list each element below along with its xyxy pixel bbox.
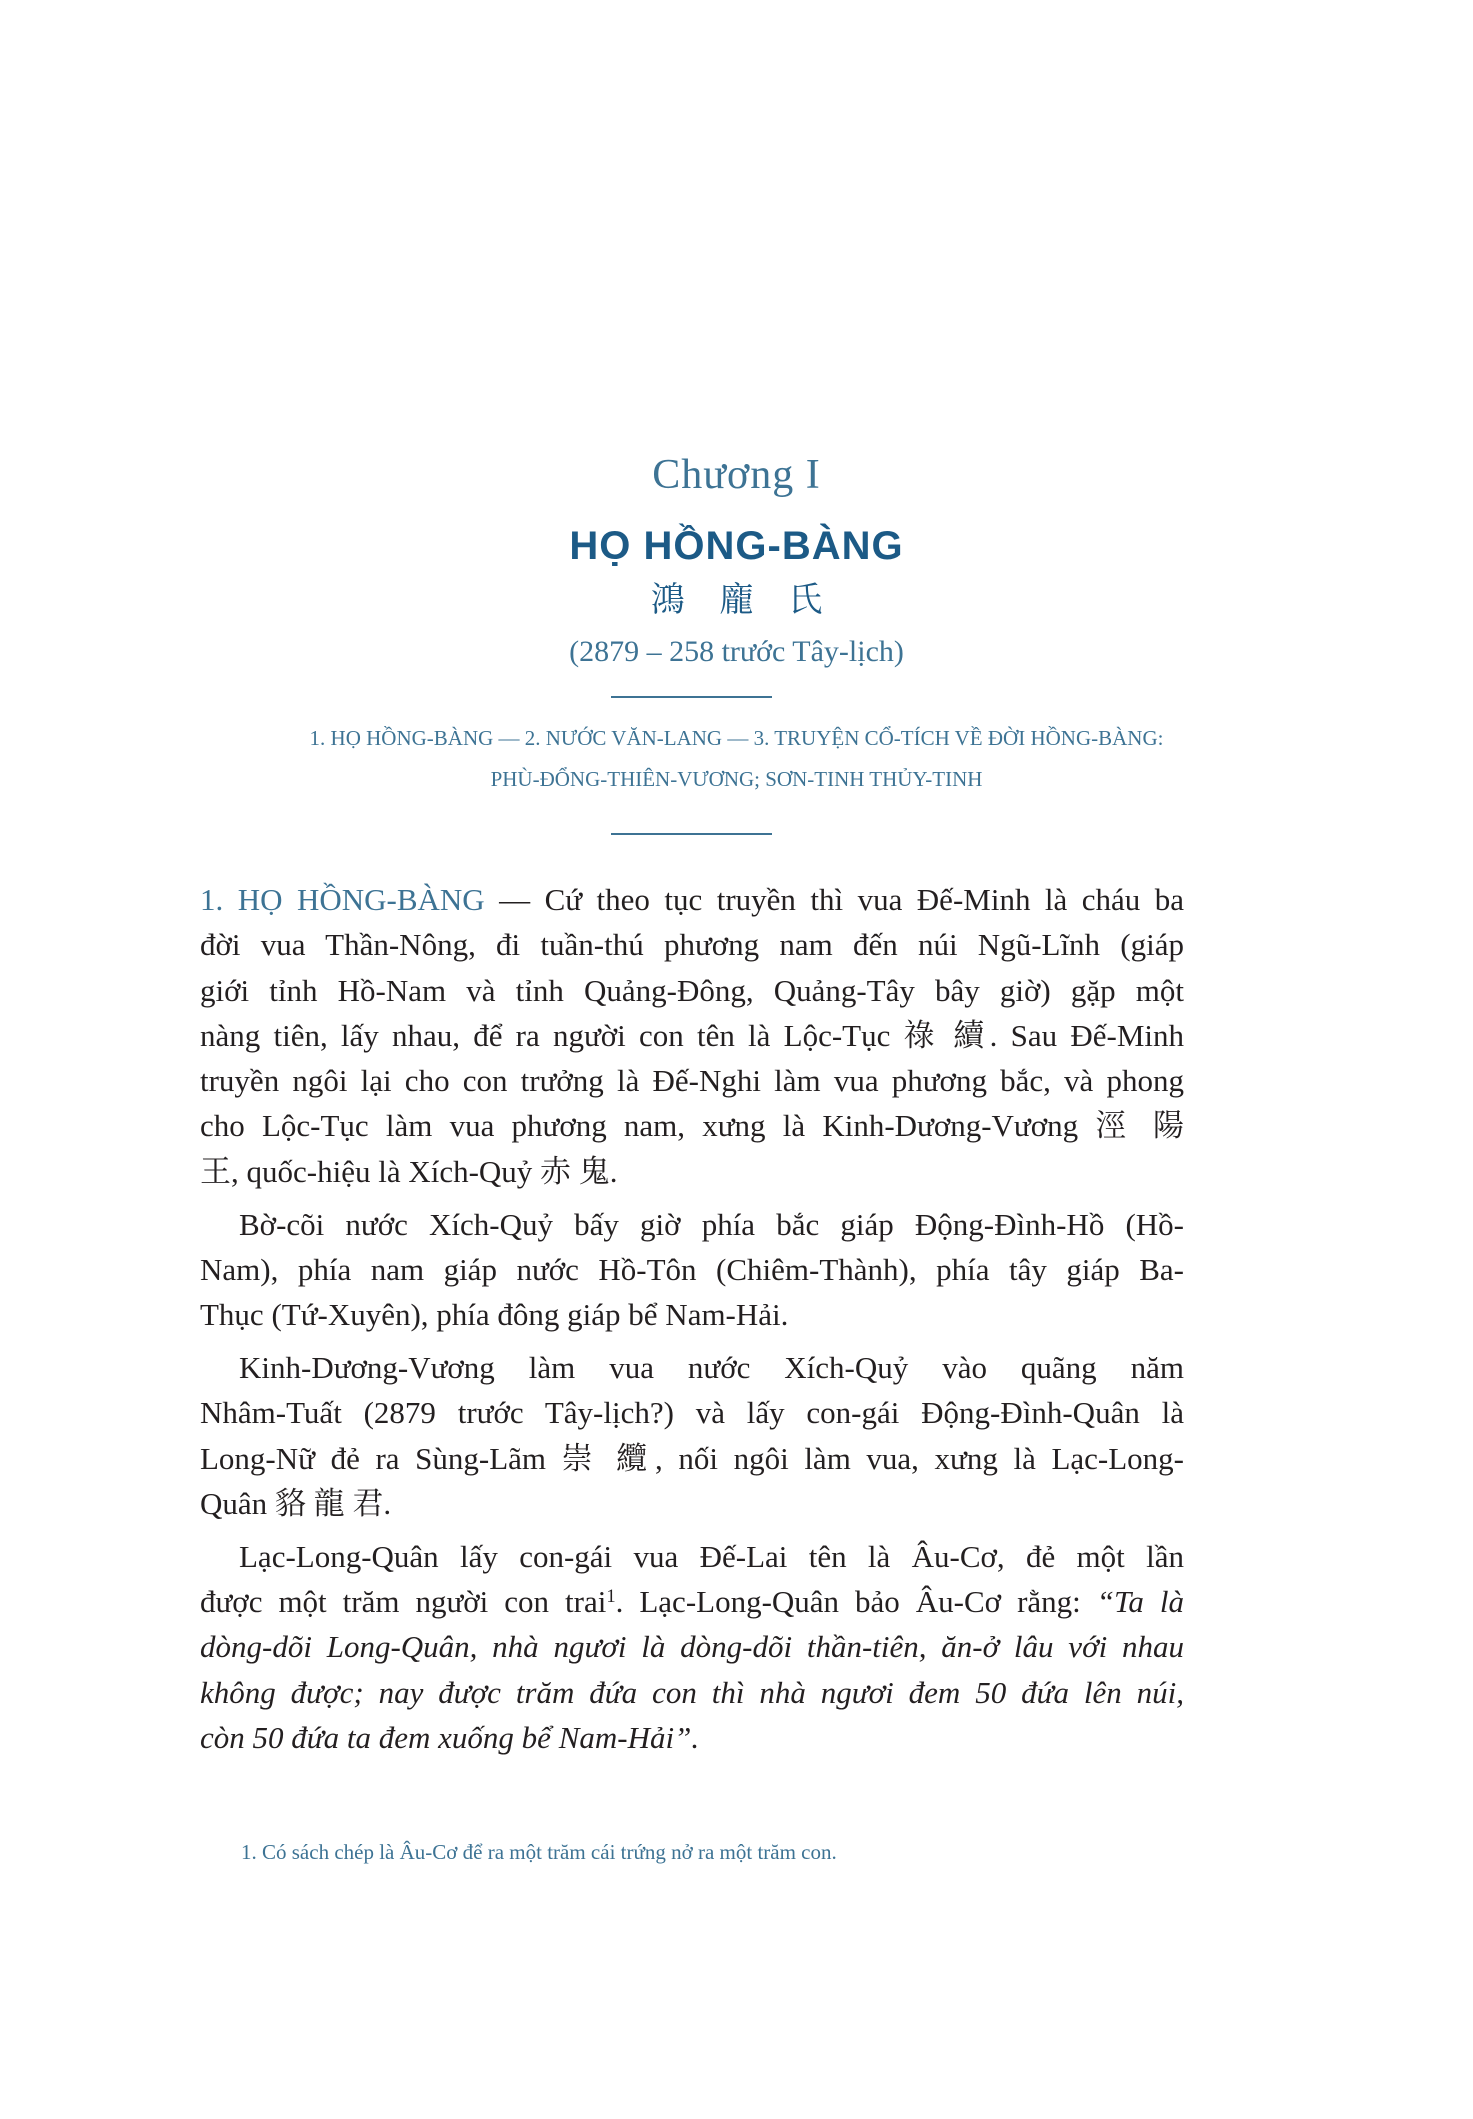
- body-line: Kinh-Dương-Vương làm vua nước Xích-Quỷ vào quãng năm: [239, 1349, 1184, 1385]
- body-line-text: được một trăm người con trai: [200, 1583, 607, 1619]
- body-line-text: — Cứ theo tục truyền thì vua Đế-Minh là cháu ba: [484, 882, 1184, 917]
- body-line: [200, 877, 1184, 922]
- body-line: Nhâm-Tuất (2879 trước Tây-lịch?) và lấy con-gái Động-Đình-Quân là: [200, 1395, 1184, 1431]
- quote-line: còn 50 đứa ta đem xuống bể Nam-Hải”.: [200, 1719, 700, 1755]
- divider-rule: [611, 833, 772, 835]
- chapter-contents-line: PHÙ-ĐỔNG-THIÊN-VƯƠNG; SƠN-TINH THỦY-TINH: [490, 767, 983, 791]
- chapter-title: HỌ HỒNG-BÀNG: [569, 524, 904, 568]
- paragraph: [200, 1345, 1184, 1526]
- paragraph: [200, 1534, 1184, 1760]
- section-heading: 1. HỌ HỒNG-BÀNG: [200, 882, 485, 917]
- chapter-title-han: 鴻 龐 氏: [650, 580, 835, 620]
- body-line: Quân 貉 龍 君.: [200, 1485, 392, 1521]
- quote-line: dòng-dõi Long-Quân, nhà ngươi là dòng-dõi thần-tiên, ăn-ở lâu với nhau: [200, 1629, 1184, 1665]
- footnote-reference: 1: [606, 1585, 616, 1607]
- body-line: truyền ngôi lại cho con trưởng là Đế-Nghi làm vua phương bắc, và phong: [200, 1063, 1184, 1099]
- chapter-label: Chương I: [652, 452, 821, 498]
- body-line: cho Lộc-Tục làm vua phương nam, xưng là Kinh-Dương-Vương 涇 陽: [200, 1108, 1184, 1144]
- paragraph: [200, 1202, 1184, 1338]
- body-line: [200, 1579, 1184, 1624]
- body-line: nàng tiên, lấy nhau, để ra người con tên là Lộc-Tục 祿 續. Sau Đế-Minh: [200, 1017, 1184, 1053]
- body-text: [200, 877, 1184, 1760]
- body-line: 王, quốc-hiệu là Xích-Quỷ 赤 鬼.: [200, 1153, 618, 1189]
- body-line-text: . Lạc-Long-Quân bảo Âu-Cơ rằng:: [615, 1583, 1097, 1619]
- body-line: Long-Nữ đẻ ra Sùng-Lãm 崇 纜, nối ngôi làm vua, xưng là Lạc-Long-: [200, 1440, 1184, 1476]
- quote-text: “Ta là: [1096, 1583, 1185, 1619]
- chapter-dates: (2879 – 258 trước Tây-lịch): [569, 635, 904, 668]
- body-line: đời vua Thần-Nông, đi tuần-thú phương nam đến núi Ngũ-Lĩnh (giáp: [200, 927, 1184, 963]
- body-line: Nam), phía nam giáp nước Hồ-Tôn (Chiêm-Thành), phía tây giáp Ba-: [200, 1251, 1184, 1287]
- divider-rule: [611, 696, 772, 698]
- chapter-contents-line: 1. HỌ HỒNG-BÀNG — 2. NƯỚC VĂN-LANG — 3. TRUYỆN CỔ-TÍCH VỀ ĐỜI HỒNG-BÀNG:: [309, 726, 1164, 750]
- body-line: Bờ-cõi nước Xích-Quỷ bấy giờ phía bắc giáp Động-Đình-Hồ (Hồ-: [239, 1206, 1184, 1242]
- quote-line: không được; nay được trăm đứa con thì nhà ngươi đem 50 đứa lên núi,: [200, 1674, 1184, 1710]
- paragraph: [200, 877, 1184, 1194]
- footnote: 1. Có sách chép là Âu-Cơ để ra một trăm cái trứng nở ra một trăm con.: [241, 1840, 837, 1864]
- body-line: giới tỉnh Hồ-Nam và tỉnh Quảng-Đông, Quảng-Tây bây giờ) gặp một: [200, 972, 1184, 1008]
- body-line: Thục (Tứ-Xuyên), phía đông giáp bể Nam-Hải.: [200, 1297, 789, 1333]
- body-line: Lạc-Long-Quân lấy con-gái vua Đế-Lai tên là Âu-Cơ, đẻ một lần: [239, 1538, 1184, 1574]
